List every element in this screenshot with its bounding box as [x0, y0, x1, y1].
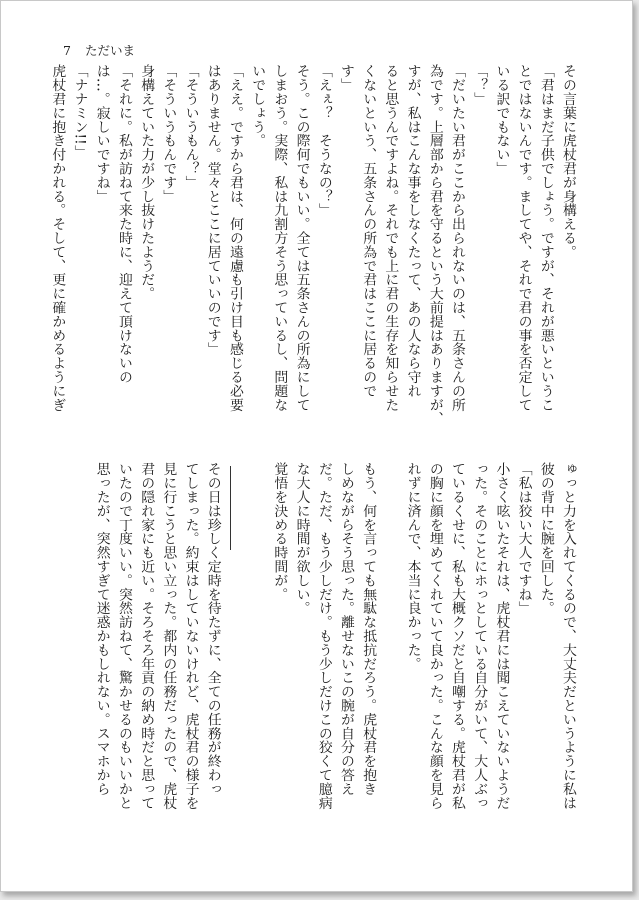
text-line: 君の隠れ家にも近い。そろそろ年貢の納め時だと思って — [138, 462, 155, 810]
text-line: 身構えていた力が少し抜けたようだ。 — [138, 64, 155, 301]
text-line: しまおう。実際、私は九割方そう思っているし、問題な — [271, 64, 288, 412]
chapter-title: ただいま — [84, 43, 135, 58]
blank-line — [224, 462, 246, 844]
text-line: その日は珍しく定時を待たずに、全ての任務が終わっ — [204, 462, 221, 796]
text-line: ると思うんですよね。それでも上に君の生存を知らせた — [382, 64, 399, 412]
blank-line — [246, 462, 268, 844]
text-line: ゅっと力を入れてくるので、大丈夫だというように私は — [560, 462, 576, 810]
text-line: てしまった。約束はしていないけれど、虎杖君の様子を — [182, 462, 199, 810]
page-number: 7 — [63, 43, 71, 58]
text-line: すが、私はこんな事をしなくたって、あの人なら守れ — [404, 64, 421, 398]
text-line: くないという、五条さんの所為で君はここに居るので — [360, 64, 377, 398]
text-line: 為です。上層部から君を守るという大前提はありますが、 — [426, 64, 443, 426]
text-line: いたので丁度いい。突然訪ねて、驚かせるのもいいかと — [115, 462, 132, 810]
text-line: そう。この際何でもいい。全ては五条さんの所為にして — [293, 64, 310, 412]
text-line: もう、何を言っても無駄な抵抗だろう。虎杖君を抱き — [360, 462, 377, 796]
running-header — [63, 41, 135, 59]
text-block-bottom — [93, 462, 579, 844]
text-line: の胸に顔を埋めてくれていて良かった。こんな顔を見ら — [426, 462, 443, 810]
text-line: れずに済んで、本当に良かった。 — [404, 462, 421, 671]
text-block-top — [49, 64, 579, 446]
text-line: 「えぇ？ そうなの？」 — [315, 64, 332, 217]
text-line: しめながらそう思った。離せないこの腕が自分の答え — [337, 462, 354, 796]
text-line: す」 — [337, 64, 354, 92]
text-line: ているくせに、私も大概クソだと自嘲する。虎杖君が私 — [448, 462, 465, 810]
text-line: はありません。堂々とここに居ていいのです」 — [204, 64, 221, 356]
text-line: 「ええ。ですから君は、何の遠慮も引け目も感じる必要 — [226, 64, 243, 412]
text-line: 「君はまだ子供でしょう。ですが、それが悪いというこ — [537, 64, 554, 412]
text-line: 彼の背中に腕を回した。 — [537, 462, 554, 615]
text-line: とではないんです。ましてや、それで君の事を否定して — [515, 64, 532, 412]
text-line: いる訳でもない」 — [493, 64, 510, 176]
text-line: 「それに。私が訪ねて来た時に、迎えて頂けないの — [115, 64, 132, 384]
scene-break-rule — [230, 466, 231, 550]
blank-line — [379, 462, 401, 844]
text-line: 「そういうもんです」 — [160, 64, 177, 203]
text-line: は…。寂しいですね」 — [93, 64, 110, 203]
text-line: その言葉に虎杖君が身構える。 — [560, 64, 576, 259]
text-line: 「ナナミン!!」 — [71, 64, 88, 159]
text-line: 「だいたい君がここから出られないのは、五条さんの所 — [448, 64, 465, 412]
text-line: な大人に時間が欲しい。 — [293, 462, 310, 615]
text-line: だ。ただ、もう少しだけ。もう少しだけこの狡くて臆病 — [315, 462, 332, 810]
text-line: 小さく呟いたそれは、虎杖君には聞こえていないようだ — [493, 462, 510, 810]
text-line: 「？」 — [471, 64, 488, 106]
text-line: った。そのことにホっとしている自分がいて、大人ぶっ — [471, 462, 488, 810]
text-line: 「そういうもん？」 — [182, 64, 199, 190]
text-line: 虎杖君に抱き付かれる。そして、更に確かめるようにぎ — [49, 64, 66, 412]
text-line: 「私は狡い大人ですね」 — [515, 462, 532, 615]
text-line: 思ったが、突然すぎて迷惑かもしれない。スマホから — [93, 462, 110, 796]
text-line: 見に行こうと思い立った。都内の任務だったので、虎杖 — [160, 462, 177, 810]
text-line: いでしょう。 — [249, 64, 266, 148]
text-line: 覚悟を決める時間が。 — [271, 462, 288, 601]
